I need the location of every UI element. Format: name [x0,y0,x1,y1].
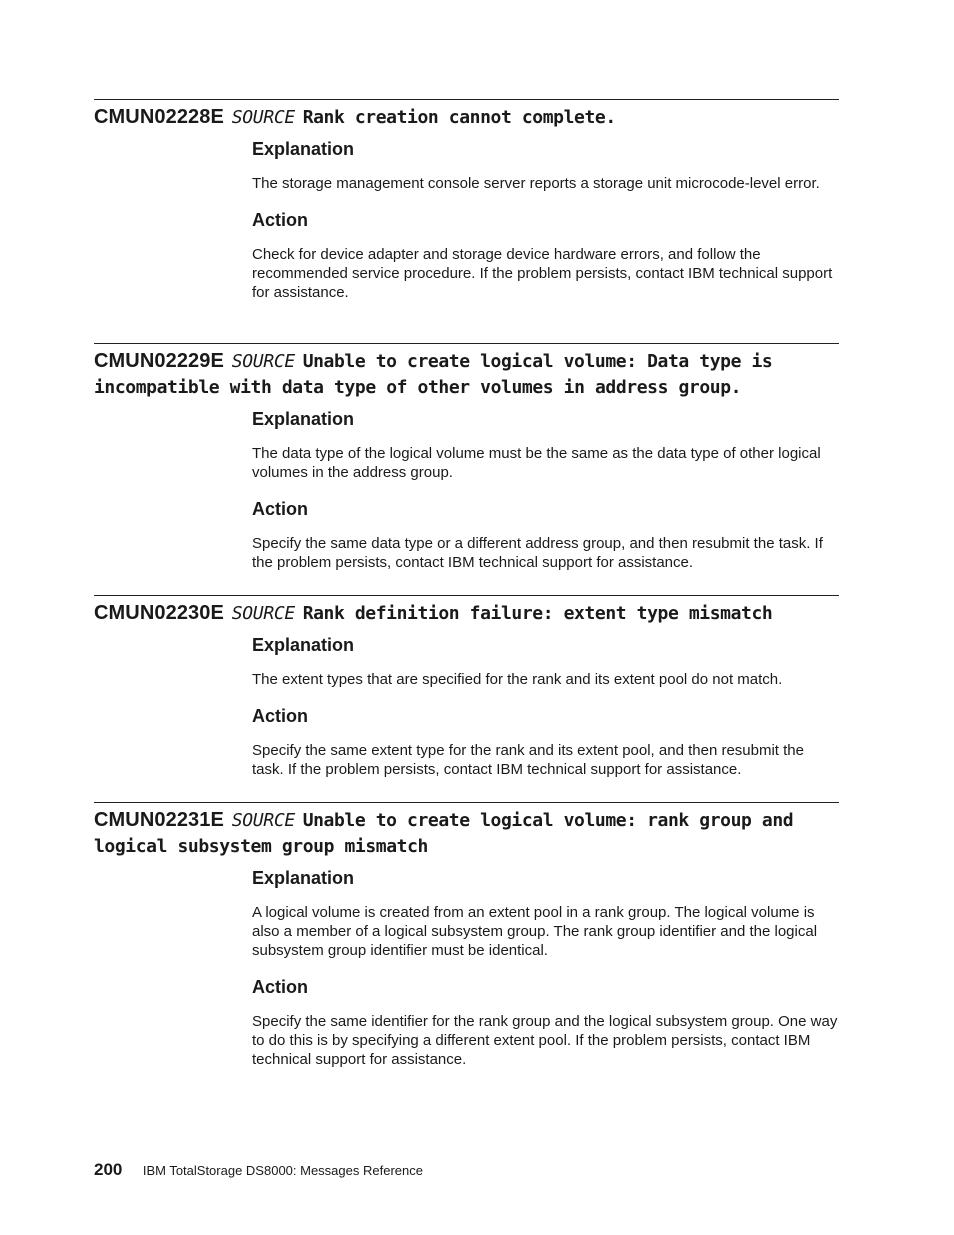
message-heading [94,600,839,627]
explanation-heading: Explanation [252,635,355,655]
action-heading: Action [252,977,308,997]
action-text: Specify the same identifier for the rank group and the logical subsystem group. One way to do this is by specifying a different extent pool. If the problem persists, contact IBM technical support for assistance. [252,1013,838,1068]
explanation-text: The data type of the logical volume must be the same as the data type of other logical volumes in the address group. [252,445,821,481]
page-footer [94,1160,423,1180]
action-text: Check for device adapter and storage device hardware errors, and follow the recommended service procedure. If the problem persists, contact IBM technical support for assistance. [252,246,833,301]
message-heading [94,807,839,860]
message-body [252,866,839,1069]
explanation-text: The extent types that are specified for the rank and its extent pool do not match. [252,671,783,688]
book-title: IBM TotalStorage DS8000: Messages Reference [142,1163,423,1178]
page-number: 200 [94,1160,123,1179]
message-entry [94,99,839,302]
message-entry [94,343,839,572]
message-title: Unable to create logical volume: rank group and logical subsystem group mismatch [94,810,794,857]
explanation-heading: Explanation [252,868,355,888]
message-code: CMUN02229E [94,350,224,372]
message-body [252,633,839,779]
message-body [252,137,839,302]
message-source: SOURCE [231,810,295,831]
message-heading [94,348,839,401]
message-source: SOURCE [231,603,295,624]
message-body [252,407,839,572]
action-heading: Action [252,706,308,726]
message-title: Unable to create logical volume: Data type is incompatible with data type of other volumes in address group. [94,351,773,398]
action-heading: Action [252,499,308,519]
message-source: SOURCE [231,351,295,372]
message-entry [94,802,839,1069]
message-code: CMUN02231E [94,809,224,831]
message-code: CMUN02230E [94,602,224,624]
message-title: Rank definition failure: extent type mismatch [302,603,773,624]
explanation-heading: Explanation [252,409,355,429]
message-code: CMUN02228E [94,106,224,128]
explanation-text: The storage management console server reports a storage unit microcode-level error. [252,175,820,192]
message-heading [94,104,839,131]
action-text: Specify the same extent type for the rank and its extent pool, and then resubmit the task. If the problem persists, contact IBM technical support for assistance. [252,742,804,778]
message-title: Rank creation cannot complete. [302,107,616,128]
message-entry [94,595,839,779]
explanation-text: A logical volume is created from an extent pool in a rank group. The logical volume is also a member of a logical subsystem group. The rank group identifier and the logical subsystem group identifier must be identical. [252,904,818,959]
message-source: SOURCE [231,107,295,128]
action-heading: Action [252,210,308,230]
explanation-heading: Explanation [252,139,355,159]
action-text: Specify the same data type or a different address group, and then resubmit the task. If the problem persists, contact IBM technical support for assistance. [252,535,823,571]
